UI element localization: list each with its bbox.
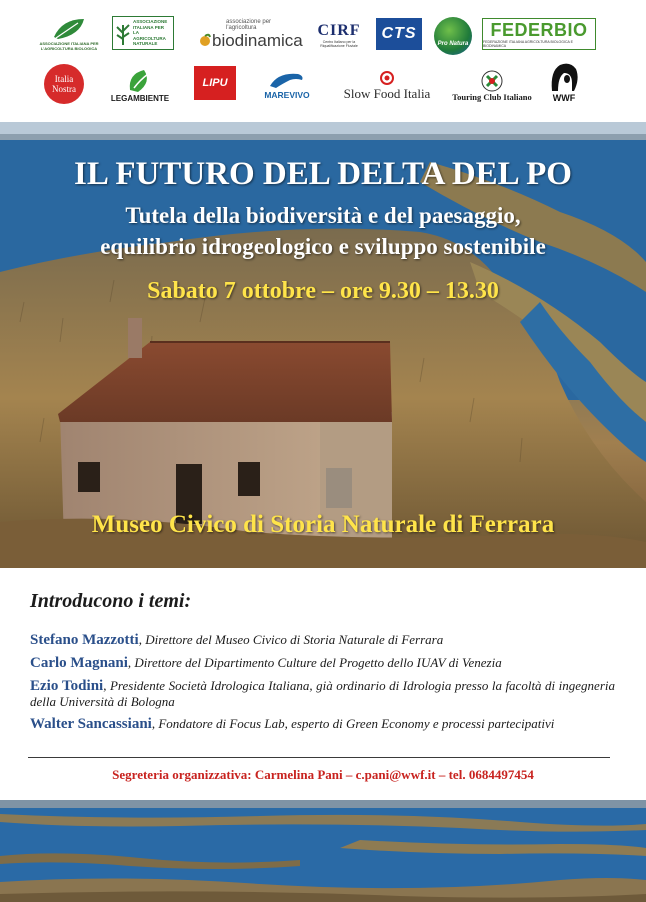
speaker-description: Direttore del Museo Civico di Storia Naturale di Ferrara — [145, 632, 444, 647]
pro-natura-logo — [432, 16, 474, 56]
event-title: IL FUTURO DEL DELTA DEL PO — [74, 156, 572, 192]
partner-logos — [0, 0, 646, 118]
lagoon-illustration — [0, 800, 646, 902]
speaker-item: Ezio Todini, Presidente Società Idrologica Italiana, già ordinario di Idrologia presso la facoltà di ingegneria della Università di Bologna — [30, 678, 615, 709]
speaker-list — [30, 632, 615, 739]
plant-icon — [113, 19, 133, 47]
italia-nostra-logo: Italia Nostra — [44, 64, 84, 104]
speaker-description: Presidente Società Idrologica Italiana, già ordinario di Idrologia presso la facoltà di ingegneria della Università di Bologna — [30, 678, 615, 709]
bottom-photo-strip — [0, 800, 646, 902]
speaker-name: Ezio Todini — [30, 678, 104, 694]
tci-emblem-icon — [481, 70, 503, 92]
speaker-item: Stefano Mazzotti, Direttore del Museo Civico di Storia Naturale di Ferrara — [30, 632, 444, 648]
biodinamica-logo: associazione per l'agricoltura biodinamica — [198, 18, 302, 52]
wwf-logo: WWF — [546, 58, 582, 106]
lipu-logo: LIPU — [194, 66, 236, 100]
federbio-logo: FEDERBIO FEDERAZIONE ITALIANA AGRICOLTURA BIOLOGICA E BIODINAMICA — [482, 18, 596, 50]
leaf-icon — [52, 17, 86, 41]
seed-icon — [198, 33, 212, 49]
speaker-name: Carlo Magnani — [30, 655, 128, 671]
snail-icon — [377, 70, 397, 86]
panda-icon — [548, 61, 580, 93]
touring-club-logo: Touring Club Italiano — [450, 66, 534, 106]
event-venue: Museo Civico di Storia Naturale di Ferrara — [91, 511, 555, 538]
speaker-description: Fondatore di Focus Lab, esperto di Green Economy e processi partecipativi — [158, 716, 555, 731]
speaker-name: Walter Sancassiani — [30, 716, 152, 732]
cirf-logo: CIRF Centro Italiano per la Riqualificazione Fluviale — [317, 22, 361, 48]
speaker-item: Walter Sancassiani, Fondatore di Focus Lab, esperto di Green Economy e processi partecipativi — [30, 716, 555, 732]
aiab-logo: ASSOCIAZIONE ITALIANA PER L'AGRICOLTURA BIOLOGICA — [34, 14, 104, 54]
speaker-description: Direttore del Dipartimento Culture del Progetto dello IUAV di Venezia — [134, 655, 502, 670]
event-date: Sabato 7 ottobre – ore 9.30 – 13.30 — [147, 278, 499, 304]
legambiente-logo: LEGAMBIENTE — [104, 64, 176, 106]
delta-photo-banner — [0, 122, 646, 568]
divider-line — [28, 757, 610, 758]
speaker-name: Stefano Mazzotti — [30, 632, 139, 648]
secretariat-contact: Segreteria organizzativa: Carmelina Pani – c.pani@wwf.it – tel. 0684497454 — [112, 767, 534, 782]
speaker-item: Carlo Magnani, Direttore del Dipartimento Culture del Progetto dello IUAV di Venezia — [30, 655, 502, 671]
dolphin-icon — [268, 70, 306, 90]
event-subtitle: Tutela della biodiversità e del paesaggio, equilibrio idrogeologico e sviluppo sostenibile — [100, 203, 546, 259]
legambiente-leaf-icon — [126, 68, 154, 94]
globe-icon: Pro Natura — [434, 17, 472, 55]
intro-heading: Introducono i temi: — [30, 590, 192, 612]
slow-food-logo: Slow Food Italia — [338, 66, 436, 106]
cts-logo: CTS — [376, 18, 422, 50]
marevivo-logo: MAREVIVO — [250, 66, 324, 104]
associazione-italiana-agricoltura-naturale-logo: ASSOCIAZIONE ITALIANA PER LA AGRICOLTURA NATURALE — [112, 16, 174, 50]
